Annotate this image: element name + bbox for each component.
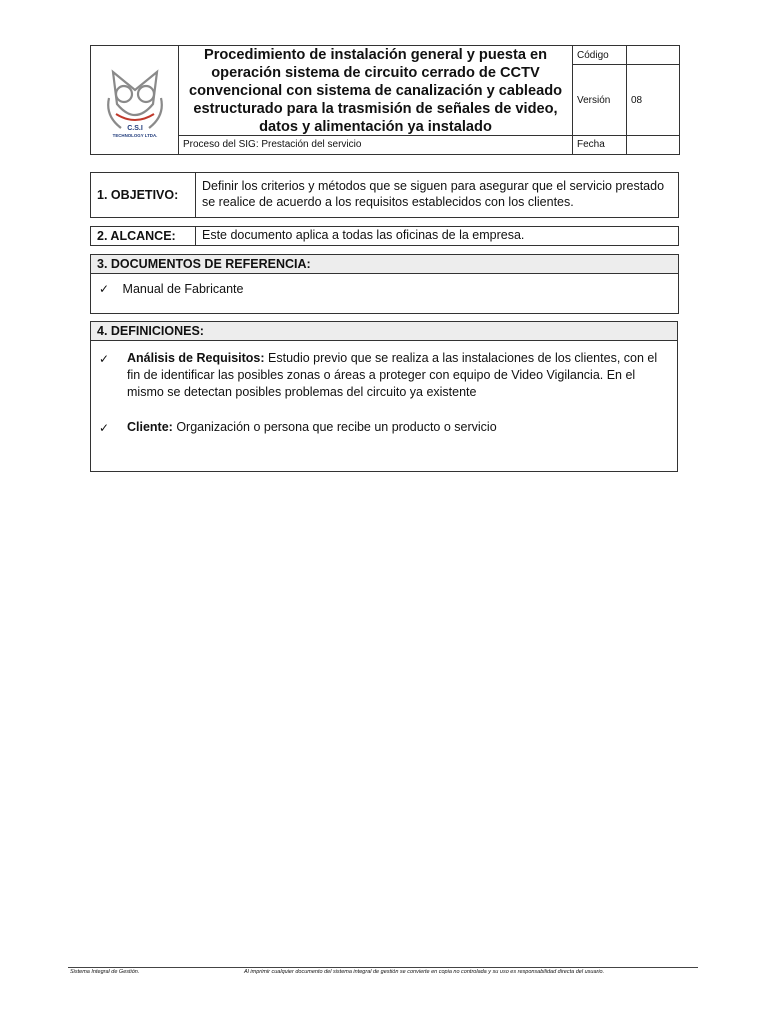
objective-label: 1. OBJETIVO: xyxy=(91,173,196,217)
checkmark-icon: ✓ xyxy=(99,352,110,366)
objective-text: Definir los criterios y métodos que se siguen para asegurar que el servicio prestado se realice de acuerdo a los requisitos establecidos con los clientes. xyxy=(202,179,665,209)
code-value xyxy=(627,46,679,65)
references-heading: 3. DOCUMENTOS DE REFERENCIA: xyxy=(91,255,678,274)
definition-item xyxy=(127,350,671,401)
reference-text: Manual de Fabricante xyxy=(122,282,244,296)
logo-brand-text: C.S.I xyxy=(127,125,143,132)
owl-logo-icon xyxy=(91,46,179,154)
objective-section xyxy=(90,172,679,218)
definition-text: Estudio previo que se realiza a las instalaciones de los clientes, con el fin de identificar las posibles zonas o áreas a proteger con equipo de Video Vigilancia. En el mismo se detectan posibles problemas del circuito ya existente xyxy=(127,351,658,399)
list-item xyxy=(99,281,243,298)
version-value: 08 xyxy=(627,65,679,136)
checkmark-icon: ✓ xyxy=(99,282,110,296)
date-value xyxy=(627,136,679,154)
footer-disclaimer: Al imprimir cualquier documento del sistema integral de gestión se convierte en copia no controlada y su uso es responsabilidad directa del usuario. xyxy=(244,969,605,975)
footer-divider xyxy=(68,967,698,968)
code-label: Código xyxy=(573,46,627,65)
definition-term: Cliente: xyxy=(127,420,173,434)
definition-item xyxy=(127,419,671,436)
references-section xyxy=(90,254,679,314)
logo-subtitle-text: TECHNOLOGY LTDA. xyxy=(112,133,158,138)
scope-label: 2. ALCANCE: xyxy=(91,227,196,245)
scope-section xyxy=(90,226,679,246)
definitions-heading: 4. DEFINICIONES: xyxy=(91,322,677,341)
definitions-section xyxy=(90,321,678,472)
definition-text: Organización o persona que recibe un producto o servicio xyxy=(172,420,497,434)
scope-text: Este documento aplica a todas las oficinas de la empresa. xyxy=(202,228,525,242)
process-label: Proceso del SIG: Prestación del servicio xyxy=(179,136,573,154)
document-title: Procedimiento de instalación general y puesta en operación sistema de circuito cerrado de CCTV convencional con sistema de canalización y cableado estructurado para la trasmisión de señales de video, datos y alimentación ya instalado xyxy=(179,46,573,136)
definition-term: Análisis de Requisitos: xyxy=(127,351,265,365)
date-label: Fecha xyxy=(573,136,627,154)
footer-left-text: Sistema Integral de Gestión. xyxy=(70,969,140,975)
checkmark-icon: ✓ xyxy=(99,421,110,435)
company-logo xyxy=(91,46,179,154)
document-header xyxy=(90,45,680,155)
version-label: Versión xyxy=(573,65,627,136)
